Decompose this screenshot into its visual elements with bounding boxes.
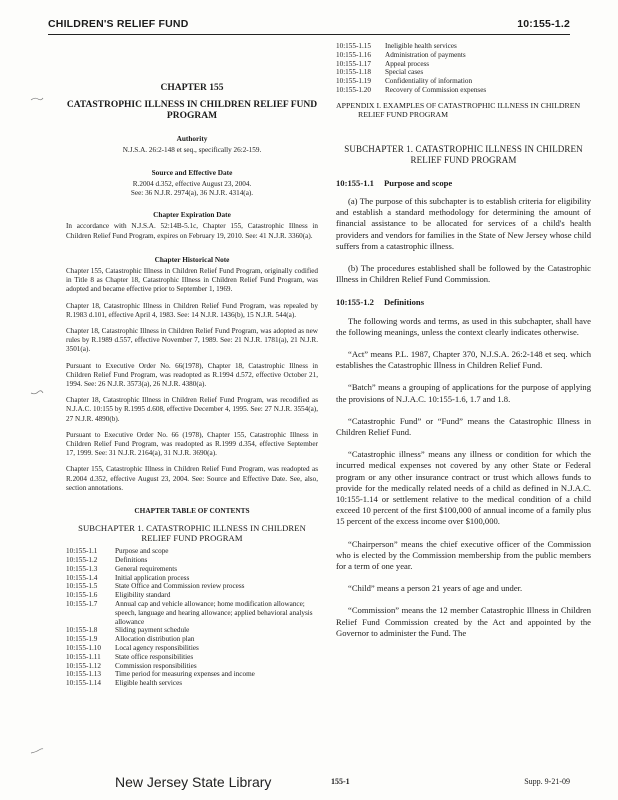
toc-entry: [336, 68, 591, 77]
toc-entry-title: Recovery of Commission expenses: [385, 85, 487, 94]
toc-entry: [336, 77, 591, 86]
definition-paragraph: “Catastrophic Fund” or “Fund” means the Catastrophic Illness in Children Relief Fund.: [336, 415, 591, 438]
right-column: [336, 42, 591, 639]
toc-entry-number: 10:155-1.17: [336, 59, 371, 68]
section-title: Definitions: [383, 297, 425, 308]
toc-entry-number: 10:155-1.3: [66, 564, 98, 573]
authority-text: N.J.S.A. 26:2-148 et seq., specifically 26:2-159.: [122, 146, 262, 155]
toc-entry: [66, 574, 318, 583]
history-note: Chapter 18, Catastrophic Illness in Children Relief Fund Program, was recodified as N.J.A.C. 10:155 by R.1995 d.608, effective December 4, 1995. See: 27 N.J.R. 3554(a), 27 N.J.R. 4890(b).: [66, 396, 318, 423]
appendix-title: APPENDIX I. EXAMPLES OF CATASTROPHIC ILLNESS IN CHILDREN RELIEF FUND PROGRAM: [336, 100, 581, 119]
toc-entry-number: 10:155-1.7: [66, 600, 98, 609]
toc-entry-number: 10:155-1.20: [336, 85, 371, 94]
toc-appendix: [336, 101, 591, 119]
toc-entry-number: 10:155-1.16: [336, 50, 371, 59]
toc-entry: [66, 591, 318, 600]
toc-entry-number: 10:155-1.13: [66, 670, 101, 679]
source-heading: Source and Effective Date: [151, 167, 233, 177]
toc-heading: CHAPTER TABLE OF CONTENTS: [134, 506, 250, 516]
header-rule: [48, 34, 570, 35]
section-heading: [336, 298, 591, 307]
header-section-number: 10:155-1.2: [517, 18, 570, 30]
toc-entry-number: 10:155-1.15: [336, 42, 371, 50]
toc-entry-title: Local agency responsibilities: [115, 644, 199, 653]
section-number: 10:155-1.2: [336, 297, 374, 308]
margin-mark-icon: [30, 390, 44, 396]
toc-entry-title: Definitions: [115, 556, 148, 565]
margin-mark-icon: [30, 748, 44, 754]
toc-entry-number: 10:155-1.19: [336, 77, 371, 86]
expiration-heading: Chapter Expiration Date: [153, 210, 231, 220]
toc-entry: [336, 51, 591, 60]
expiration-text: In accordance with N.J.S.A. 52:14B-5.1c, Chapter 155, Catastrophic Illness in Children Relief Fund Program, expires on February 19, 2010. See: 41 N.J.R. 3360(a).: [66, 222, 318, 240]
toc-entry: [66, 582, 318, 591]
history-note: Chapter 18, Catastrophic Illness in Children Relief Fund Program, was repealed by R.1983 d.101, effective April 4, 1983. See: 14 N.J.R. 1436(b), 15 N.J.R. 544(a).: [66, 301, 318, 319]
toc-entry-title: Allocation distribution plan: [115, 635, 195, 644]
definition-paragraph: “Commission” means the 12 member Catastrophic Illness in Children Relief Fund Commission created by the Act and appointed by the Governor to administer the Fund. The: [336, 605, 591, 638]
supplement-date: Supp. 9-21-09: [524, 777, 570, 786]
library-watermark: New Jersey State Library: [115, 774, 272, 790]
toc-entry: [66, 679, 318, 688]
toc-entry: [66, 556, 318, 565]
toc-entry-title: General requirements: [115, 564, 178, 573]
toc-entry: [66, 626, 318, 635]
definition-paragraph: “Batch” means a grouping of applications for the purpose of applying the provisions of N.J.A.C. 10:155-1.6, 1.7 and 1.8.: [336, 382, 591, 404]
definition-paragraph: “Act” means P.L. 1987, Chapter 370, N.J.S.A. 26:2-148 et seq. which establishes the Catastrophic Illness in Children Relief Fund.: [336, 349, 591, 371]
definition-paragraph: “Child” means a person 21 years of age and under.: [348, 583, 523, 594]
header-title: CHILDREN'S RELIEF FUND: [48, 18, 189, 30]
toc-entry: [66, 547, 318, 556]
toc-list-continued: [336, 42, 591, 95]
toc-entry-title: Purpose and scope: [115, 547, 169, 556]
toc-entry-title: Eligibility standard: [115, 591, 171, 600]
toc-entry-title: Appeal process: [385, 59, 430, 68]
toc-entry-number: 10:155-1.5: [66, 582, 98, 591]
section-number: 10:155-1.1: [336, 177, 374, 188]
toc-entry: [66, 670, 318, 679]
toc-entry: [66, 662, 318, 671]
toc-entry: [66, 653, 318, 662]
toc-entry-title: Commission responsibilities: [115, 661, 197, 670]
section-heading: [336, 179, 591, 188]
definition-paragraph: “Catastrophic illness” means any illness or condition for which the incurred medical expenses not covered by any other State or Federal program or any other insurance contract or trust which allows funds to provide for the medically related needs of a child as defined in N.J.A.C. 10:155-1.14 or settlement relative to the medical condition of a child exceed 10 percent of the first $100,000 of annual income of a family plus 15 percent of the excess income over $100,000.: [336, 449, 591, 527]
toc-entry-number: 10:155-1.10: [66, 644, 101, 653]
body-paragraph: (b) The procedures established shall be followed by the Catastrophic Illness in Children Relief Fund Commission.: [336, 263, 591, 285]
history-note: Chapter 18, Catastrophic Illness in Children Relief Fund Program, was adopted as new rules by R.1989 d.557, effective November 7, 1989. See: 21 N.J.R. 1781(a), 21 N.J.R. 3501(a).: [66, 327, 318, 354]
toc-entry: [66, 565, 318, 574]
subchapter-title: SUBCHAPTER 1. CATASTROPHIC ILLNESS IN CHILDREN RELIEF FUND PROGRAM: [344, 143, 583, 165]
chapter-title: CATASTROPHIC ILLNESS IN CHILDREN RELIEF FUND PROGRAM: [66, 100, 318, 122]
body-paragraph: (a) The purpose of this subchapter is to establish criteria for eligibility and establish a standard methodology for determining the amount of financial assistance to be allocated for services of a child's health providers and vendors for families in the State of New Jersey whose child suffers from a catastrophic illness.: [336, 195, 591, 251]
toc-entry-title: Sliding payment schedule: [115, 626, 190, 635]
toc-entry-number: 10:155-1.9: [66, 635, 98, 644]
toc-entry-title: State Office and Commission review process: [115, 582, 245, 591]
toc-entry-number: 10:155-1.14: [66, 679, 101, 688]
definition-paragraph: “Chairperson” means the chief executive officer of the Commission who is elected by the Commission membership from the public members for a term of one year.: [336, 538, 591, 572]
toc-subchapter-title: SUBCHAPTER 1. CATASTROPHIC ILLNESS IN CHILDREN RELIEF FUND PROGRAM: [78, 523, 306, 544]
toc-entry-title: Administration of payments: [385, 50, 466, 59]
toc-list: [66, 547, 318, 688]
toc-entry: [66, 600, 318, 626]
page-number: 155-1: [331, 777, 350, 786]
authority-heading: Authority: [176, 134, 208, 144]
toc-entry: [336, 60, 591, 69]
toc-entry-number: 10:155-1.18: [336, 68, 371, 77]
margin-mark-icon: [30, 96, 44, 102]
toc-entry-title: Initial application process: [115, 573, 190, 582]
toc-entry-number: 10:155-1.8: [66, 626, 98, 635]
toc-entry: [336, 86, 591, 95]
toc-entry-number: 10:155-1.1: [66, 547, 98, 556]
toc-entry-number: 10:155-1.12: [66, 661, 101, 670]
toc-entry: [66, 644, 318, 653]
toc-entry-number: 10:155-1.6: [66, 591, 98, 600]
toc-entry-title: State office responsibilities: [115, 652, 194, 661]
toc-entry-title: Eligible health services: [115, 679, 183, 688]
toc-entry: [336, 42, 591, 51]
toc-entry-title: Confidentiality of information: [385, 77, 473, 86]
history-heading: Chapter Historical Note: [154, 254, 230, 264]
page-footer: [0, 776, 618, 794]
toc-entry-title: Ineligible health services: [385, 42, 457, 50]
toc-entry-title: Time period for measuring expenses and income: [115, 670, 255, 679]
toc-entry-title: Annual cap and vehicle allowance; home modification allowance; speech, language and hearing allowance; applied behavioral analysis allowance: [115, 600, 313, 626]
toc-entry-number: 10:155-1.4: [66, 573, 98, 582]
history-note: Chapter 155, Catastrophic Illness in Children Relief Fund Program, originally codified in Title 8 as Chapter 18, Catastrophic Illness in Children Relief Fund Program, was adopted and became effective prior to September 1, 1969.: [66, 267, 318, 294]
running-header: [48, 18, 570, 34]
source-line: R.2004 d.352, effective August 23, 2004.: [132, 179, 252, 188]
body-paragraph: The following words and terms, as used in this subchapter, shall have the following meanings, unless the context clearly indicates otherwise.: [336, 315, 591, 337]
toc-entry-number: 10:155-1.2: [66, 556, 98, 565]
chapter-number: CHAPTER 155: [160, 83, 224, 93]
history-note: Pursuant to Executive Order No. 66(1978), Chapter 18, Catastrophic Illness in Children Relief Fund Program, was readopted as R.1994 d.572, effective October 21, 1994. See: 26 N.J.R. 3573(a), 26 N.J.R. 4380(a).: [66, 361, 318, 389]
section-title: Purpose and scope: [383, 177, 453, 188]
toc-entry-number: 10:155-1.11: [66, 652, 101, 661]
toc-entry-title: Special cases: [385, 68, 424, 77]
source-line: See: 36 N.J.R. 2974(a), 36 N.J.R. 4314(a).: [130, 189, 254, 198]
history-note: Pursuant to Executive Order No. 66 (1978), Chapter 155, Catastrophic Illness in Children Relief Fund Program, was readopted as R.1999 d.354, effective September 17, 1999. See: 31 N.J.R. 2164(a), 31 N.J.R. 3690(a).: [66, 430, 318, 458]
left-column: [66, 42, 318, 688]
toc-entry: [66, 635, 318, 644]
history-note: Chapter 155, Catastrophic Illness in Children Relief Fund Program, was readopted as R.2004 d.352, effective August 23, 2004. See: Source and Effective Date. See, also, section annotations.: [66, 465, 318, 492]
